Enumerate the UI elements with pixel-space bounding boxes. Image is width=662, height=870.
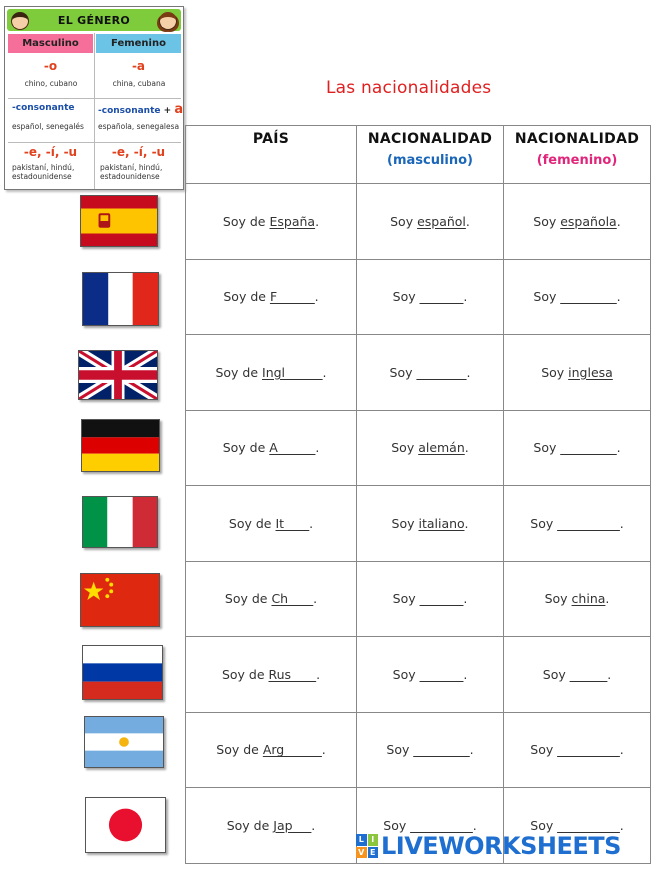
sentence-text: Soy [533,289,561,305]
spain-flag-icon [80,195,158,247]
answer-blank[interactable]: _______ [419,289,464,305]
header-masculine-label: (masculino) [387,153,473,168]
sentence-punctuation: . [463,289,468,305]
table-row [186,486,651,562]
japan-flag-icon [85,797,166,853]
sentence-text: Soy [392,591,420,607]
country-cell [186,259,357,335]
sentence-punctuation: . [464,440,469,456]
table-row [186,335,651,411]
masculine-cell [357,712,504,788]
header-feminine-label: (femenino) [536,153,618,168]
sentence-punctuation: . [464,515,469,531]
masculine-cell [357,561,504,637]
sentence-text: Soy de [216,742,263,758]
country-cell [186,335,357,411]
sentence-punctuation: . [463,591,468,607]
plus-sign: + [163,106,172,116]
feminine-cell [504,410,651,486]
header-nationality-label: NACIONALIDAD [367,131,493,147]
feminine-cell [504,486,651,562]
liveworksheets-logo-icon [356,834,378,858]
sentence-punctuation: . [316,666,321,682]
header-nationality-label: NACIONALIDAD [514,131,640,147]
liveworksheets-text: LIVEWORKSHEETS [381,832,621,860]
feminine-cell [504,259,651,335]
feminine-cell [504,712,651,788]
answer-blank[interactable]: __________ [557,515,620,531]
table-row [186,637,651,713]
sentence-text: Soy [390,213,418,229]
sentence-text: Soy de [226,817,274,833]
answer-blank[interactable]: _________ [413,742,470,758]
masc-ending-o: -o [43,59,58,73]
sentence-text: Soy [389,364,417,380]
answer-blank[interactable]: Ingl______ [262,364,323,380]
fem-ending-eiu: -e, -í, -u [111,145,166,159]
table-header-row [186,126,651,184]
sentence-punctuation: . [616,289,621,305]
sentence-punctuation: . [311,817,316,833]
fem-example: china, cubana [112,79,166,88]
answer-blank[interactable]: ________ [416,364,467,380]
sentence-punctuation: . [619,742,624,758]
answer-blank[interactable]: _______ [419,666,464,682]
sentence-text: Soy [541,364,569,380]
answer-blank[interactable]: inglesa [568,364,613,380]
masculine-cell [357,637,504,713]
italy-flag-icon [82,496,158,548]
sentence-text: Soy [386,742,414,758]
answer-blank[interactable]: A______ [269,440,316,456]
answer-blank[interactable]: alemán [418,440,465,456]
masc-example: español, senegalés [12,122,84,131]
masculine-cell [357,486,504,562]
china-flag-icon [80,573,160,627]
sentence-punctuation: . [616,213,621,229]
answer-blank[interactable]: _________ [560,440,617,456]
germany-flag-icon [81,419,160,472]
masculine-cell [357,184,504,260]
answer-blank[interactable]: Rus____ [268,666,317,682]
sentence-punctuation: . [605,591,610,607]
sentence-text: Soy de [221,666,269,682]
gender-card-title: EL GÉNERO [57,13,131,27]
feminine-cell [504,335,651,411]
feminine-cell [504,184,651,260]
feminine-header: Femenino [96,34,181,53]
answer-blank[interactable]: F______ [269,289,315,305]
logo-letter: V [356,847,367,859]
sentence-punctuation: . [472,817,477,833]
sentence-text: Soy de [224,591,272,607]
sentence-text: Soy [392,289,420,305]
answer-blank[interactable]: ______ [569,666,608,682]
card-divider [8,142,181,143]
masc-ending-eiu: -e, -í, -u [23,145,78,159]
fem-ending-a: -a [131,59,146,73]
nationalities-table [185,125,651,864]
table-body [186,184,651,864]
header-country [186,126,357,184]
logo-letter: E [368,847,379,859]
argentina-flag-icon [84,716,164,768]
answer-blank[interactable]: Ch____ [271,591,314,607]
sentence-punctuation: . [466,364,471,380]
sentence-text: Soy [391,515,419,531]
sentence-punctuation: . [469,742,474,758]
sentence-text: Soy de [222,440,270,456]
table-row [186,712,651,788]
answer-blank[interactable]: italiano [418,515,465,531]
masc-example: chino, cubano [24,79,78,88]
liveworksheets-watermark [356,832,621,860]
sentence-punctuation: . [607,666,612,682]
sentence-text: Soy [533,440,561,456]
feminine-cell [504,637,651,713]
masc-ending-consonant: -consonante [12,103,75,113]
country-cell [186,788,357,864]
sentence-punctuation: . [315,213,320,229]
card-divider [8,98,181,99]
country-cell [186,561,357,637]
gender-reference-card [4,6,184,190]
sentence-text: Soy [392,666,420,682]
worksheet-title: Las nacionalidades [326,78,492,98]
sentence-text: Soy [542,666,570,682]
answer-blank[interactable]: It____ [275,515,310,531]
sentence-text: Soy de [215,364,263,380]
sentence-punctuation: . [313,591,318,607]
fem-suffix-a: a [174,102,184,117]
sentence-punctuation: . [315,440,320,456]
masculine-cell [357,335,504,411]
answer-blank[interactable]: Arg______ [262,742,322,758]
table-row [186,561,651,637]
girl-face-icon [159,12,177,30]
uk-flag-icon [78,350,158,400]
feminine-cell [504,561,651,637]
country-cell [186,486,357,562]
table-row [186,184,651,260]
table-row [186,410,651,486]
country-cell [186,410,357,486]
country-cell [186,637,357,713]
answer-blank[interactable]: España [269,213,316,229]
sentence-punctuation: . [309,515,314,531]
masc-example: pakistaní, hindú, estadounidense [12,163,75,181]
fem-example: pakistaní, hindú, estadounidense [100,163,163,181]
sentence-text: Soy de [223,289,270,305]
answer-blank[interactable]: _______ [419,591,464,607]
sentence-punctuation: . [314,289,319,305]
logo-letter: I [368,834,379,846]
logo-letter: L [356,834,367,846]
sentence-text: Soy [530,515,558,531]
fem-ending-consonant [94,102,186,117]
fem-example: española, senegalesa [98,122,180,131]
sentence-text: Soy de [228,515,276,531]
sentence-text: Soy [530,742,558,758]
answer-blank[interactable]: china [571,591,606,607]
sentence-text: Soy [533,213,561,229]
answer-blank[interactable]: __________ [557,817,620,833]
answer-blank[interactable]: español [417,213,466,229]
header-nationality-feminine [504,126,651,184]
table-row [186,259,651,335]
header-nationality-masculine [357,126,504,184]
masculine-cell [357,259,504,335]
sentence-text: Soy [383,817,411,833]
answer-blank[interactable]: _________ [560,289,617,305]
answer-blank[interactable]: __________ [557,742,620,758]
sentence-punctuation: . [616,440,621,456]
masculine-cell [357,410,504,486]
gender-card-header [7,9,181,31]
france-flag-icon [82,272,159,326]
sentence-text: Soy de [222,213,270,229]
header-country-label: PAÍS [252,131,290,147]
sentence-punctuation: . [465,213,470,229]
sentence-text: Soy [391,440,419,456]
sentence-punctuation: . [322,364,327,380]
fem-ending-consonant-text: -consonante [98,106,161,116]
sentence-text: Soy [544,591,572,607]
answer-blank[interactable]: española [560,213,617,229]
sentence-text: Soy [530,817,558,833]
sentence-punctuation: . [463,666,468,682]
masculine-header: Masculino [8,34,93,53]
sentence-punctuation: . [619,515,624,531]
sentence-punctuation: . [619,817,624,833]
country-cell [186,184,357,260]
answer-blank[interactable]: Jap___ [273,817,312,833]
answer-blank[interactable]: __________ [410,817,473,833]
country-cell [186,712,357,788]
russia-flag-icon [82,645,163,700]
boy-face-icon [11,12,29,30]
sentence-punctuation: . [321,742,326,758]
